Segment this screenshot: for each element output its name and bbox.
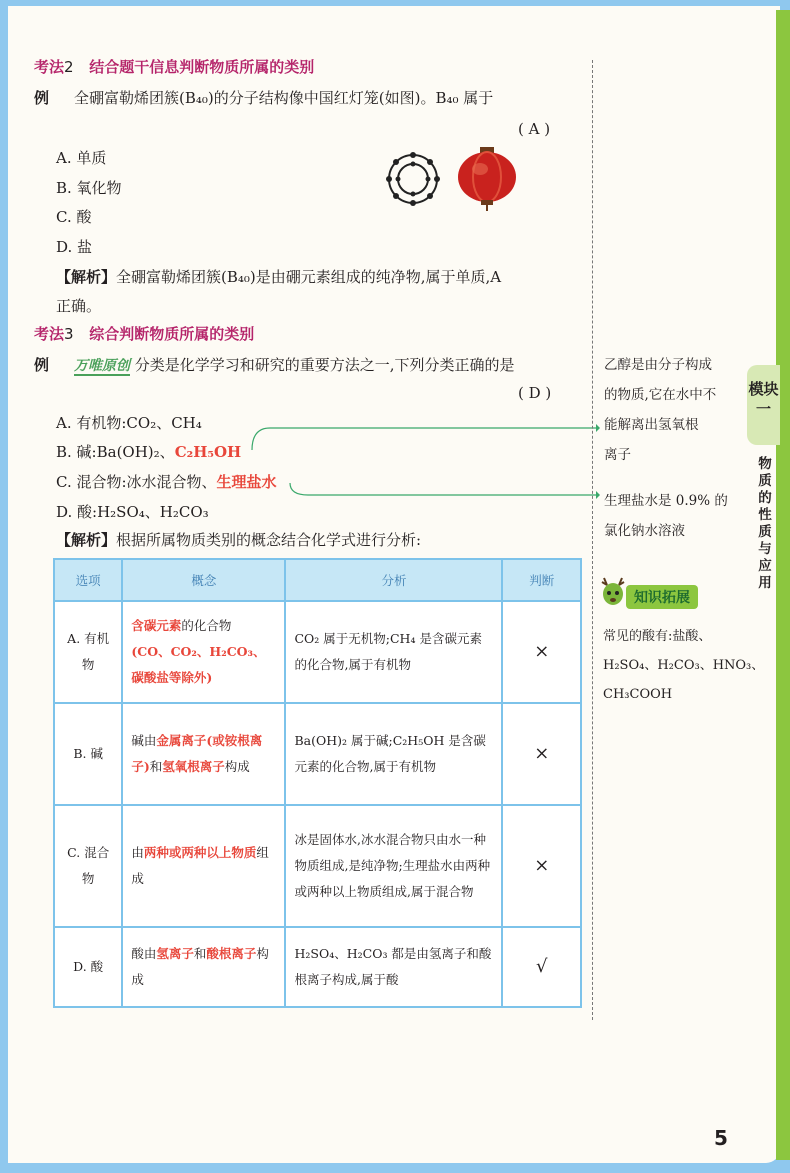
example-1-mark: 例	[34, 89, 50, 107]
example-1-question: 全硼富勒烯团簇(B₄₀)的分子结构像中国红灯笼(如图)。B₄₀ 属于	[74, 89, 494, 107]
knowledge-extension-title: 知识拓展	[626, 585, 698, 609]
option-b-highlight: C₂H₅OH	[174, 443, 242, 461]
concept-text: 组成	[131, 845, 269, 886]
section-3-title: 综合判断物质所属的类别	[89, 325, 255, 343]
analysis-text-2: 根据所属物质类别的概念结合化学式进行分析:	[116, 531, 422, 549]
deer-mascot-icon	[598, 576, 628, 610]
section-3-num: 3	[64, 325, 74, 343]
th-judge: 判断	[502, 559, 581, 601]
cell-concept	[122, 927, 285, 1007]
example-1-option-d: D. 盐	[56, 238, 93, 256]
b40-molecule-image	[382, 145, 444, 213]
concept-highlight-2: 酸根离子	[206, 946, 257, 961]
classification-table	[53, 558, 582, 1008]
table-row	[54, 805, 581, 927]
note-line: 氯化钠水溶液	[604, 523, 685, 539]
annotation-connectors	[230, 420, 600, 500]
concept-highlight: 氢离子	[156, 946, 194, 961]
section-3-heading	[34, 323, 254, 344]
red-lantern-image	[456, 145, 518, 211]
example-2-analysis	[56, 529, 421, 550]
table-row	[54, 703, 581, 805]
knowledge-line: CH₃COOH	[603, 687, 673, 702]
cell-analysis: 冰是固体水,冰水混合物只由水一种物质组成,是纯净物;生理盐水由两种或两种以上物质组成,属于混合物	[285, 805, 502, 927]
section-2-num: 2	[64, 58, 74, 76]
module-tab: 模块一	[747, 365, 780, 445]
section-2-label: 考法	[34, 58, 65, 76]
column-divider	[592, 60, 593, 1020]
analysis-tag-2: 【解析】	[56, 531, 117, 549]
analysis-text: 全硼富勒烯团簇(B₄₀)是由硼元素组成的纯净物,属于单质,A	[116, 268, 502, 286]
th-option: 选项	[54, 559, 122, 601]
side-note-ethanol	[604, 350, 716, 470]
analysis-tag: 【解析】	[56, 268, 117, 286]
example-1-analysis-cont: 正确。	[56, 297, 102, 315]
concept-text: 由	[131, 845, 144, 860]
option-c-text: C. 混合物:冰水混合物、	[56, 473, 217, 491]
cell-analysis: Ba(OH)₂ 属于碱;C₂H₅OH 是含碳元素的化合物,属于有机物	[285, 703, 502, 805]
concept-text: 和	[149, 759, 163, 774]
concept-highlight: 金属离子(或铵根离子)	[131, 733, 263, 774]
knowledge-line: H₂SO₄、H₂CO₃、HNO₃、	[603, 658, 765, 673]
cell-judge: ×	[502, 805, 581, 927]
knowledge-line: 常见的酸有:盐酸、	[603, 629, 712, 644]
brand-logo: 万唯原创	[74, 358, 130, 374]
concept-text: 和	[193, 946, 207, 961]
cell-concept	[122, 703, 285, 805]
example-1-analysis	[56, 266, 501, 287]
concept-text: 碱由	[131, 733, 157, 748]
cell-judge: ×	[502, 703, 581, 805]
cell-option: D. 酸	[54, 927, 122, 1007]
example-2-option-b	[56, 441, 241, 462]
note-line: 生理盐水是 0.9% 的	[604, 493, 728, 509]
example-2-answer: ( D )	[518, 384, 552, 402]
note-line: 乙醇是由分子构成	[604, 357, 712, 373]
cell-analysis: H₂SO₄、H₂CO₃ 都是由氢离子和酸根离子构成,属于酸	[285, 927, 502, 1007]
section-2-title: 结合题干信息判断物质所属的类别	[89, 58, 315, 76]
example-2-question	[74, 354, 515, 375]
concept-highlight: 含碳元素	[131, 618, 182, 633]
example-1-answer: ( A )	[518, 120, 551, 138]
option-b-text: B. 碱:Ba(OH)₂、	[56, 443, 175, 461]
option-c-highlight: 生理盐水	[216, 473, 277, 491]
example-2-option-a: A. 有机物:CO₂、CH₄	[56, 414, 202, 432]
cell-judge: ×	[502, 601, 581, 703]
table-header-row	[54, 559, 581, 601]
concept-text: 构成	[224, 759, 250, 774]
example-2-question-text: 分类是化学学习和研究的重要方法之一,下列分类正确的是	[134, 356, 515, 374]
module-vertical-title: 物质的性质与应用	[758, 456, 772, 591]
page-number: 5	[714, 1126, 728, 1150]
example-1-option-c: C. 酸	[56, 208, 92, 226]
example-1-option-b: B. 氧化物	[56, 179, 122, 197]
cell-option: A. 有机物	[54, 601, 122, 703]
cell-option: C. 混合物	[54, 805, 122, 927]
table-row	[54, 927, 581, 1007]
cell-concept	[122, 805, 285, 927]
note-line: 的物质,它在水中不	[604, 387, 717, 403]
cell-concept	[122, 601, 285, 703]
concept-text: 构成	[131, 946, 269, 987]
concept-highlight-2: 氢氧根离子	[162, 759, 225, 774]
table-row	[54, 601, 581, 703]
cell-option: B. 碱	[54, 703, 122, 805]
cell-judge: √	[502, 927, 581, 1007]
th-analysis: 分析	[285, 559, 502, 601]
section-2-heading	[34, 56, 314, 77]
green-side-bar	[776, 10, 790, 1160]
concept-highlight: 两种或两种以上物质	[143, 845, 257, 860]
cell-analysis: CO₂ 属于无机物;CH₄ 是含碳元素的化合物,属于有机物	[285, 601, 502, 703]
concept-text: 的化合物	[181, 618, 232, 633]
example-1-option-a: A. 单质	[56, 149, 107, 167]
section-3-label: 考法	[34, 325, 65, 343]
note-line: 能解离出氢氧根	[604, 417, 699, 433]
concept-highlight-2: (CO、CO₂、H₂CO₃、碳酸盐等除外)	[131, 644, 266, 685]
side-note-saline	[604, 486, 728, 546]
th-concept: 概念	[122, 559, 285, 601]
note-line: 离子	[604, 447, 631, 463]
example-2-mark: 例	[34, 356, 50, 374]
concept-text: 酸由	[131, 946, 157, 961]
knowledge-extension-text	[603, 622, 764, 709]
example-2-option-d: D. 酸:H₂SO₄、H₂CO₃	[56, 503, 209, 521]
